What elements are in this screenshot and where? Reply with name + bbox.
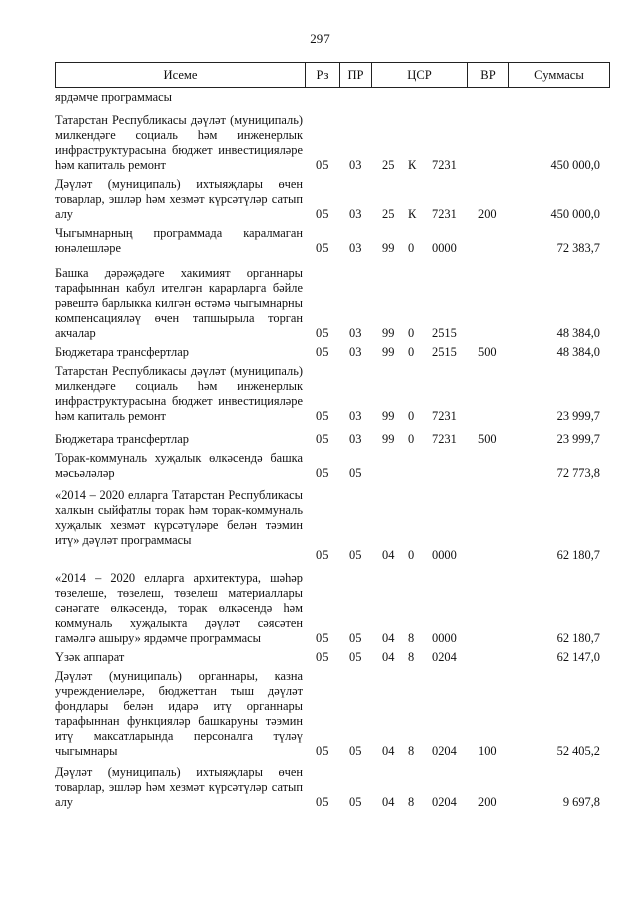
row-csr-subprogram: К: [408, 157, 417, 172]
row-sum: 72 773,8: [556, 465, 600, 480]
row-vr: 200: [478, 206, 497, 221]
row-csr-program: 04: [382, 743, 395, 758]
header-name: Исеме: [55, 62, 306, 88]
row-name: Торак-коммуналь хуҗалык өлкәсендә башка мәсьәләләр: [55, 451, 303, 480]
row-csr-program: 99: [382, 240, 395, 255]
row-csr-program: 25: [382, 206, 395, 221]
row-csr-program: 04: [382, 794, 395, 809]
header-sum: Суммасы: [509, 62, 610, 88]
row-rz: 05: [316, 743, 329, 758]
row-name: Башка дәрәҗәдәге хакимият органнары тарафыннан кабул ителгән карарларга бәйле рәвештә барлыкка килгән өстәмә чыгымнарны компенсацияләү өчен тапшырыла торган акчалар: [55, 266, 303, 340]
row-name: Дәүләт (муниципаль) ихтыяҗлары өчен товарлар, эшләр һәм хезмәт күрсәтүләр сатып алу: [55, 765, 303, 809]
row-pr: 03: [349, 157, 362, 172]
row-csr-direction: 0204: [432, 794, 457, 809]
row-rz: 05: [316, 465, 329, 480]
row-csr-subprogram: 0: [408, 325, 415, 340]
row-pr: 03: [349, 408, 362, 423]
row-sum: 62 180,7: [556, 547, 600, 562]
row-csr-subprogram: 8: [408, 630, 415, 645]
header-rz: Рз: [306, 62, 340, 88]
row-rz: 05: [316, 157, 329, 172]
row-csr-subprogram: 0: [408, 408, 415, 423]
row-csr-program: 99: [382, 432, 395, 446]
row-csr-direction: 0000: [432, 547, 457, 562]
row-sum: 23 999,7: [556, 408, 600, 423]
row-name: Дәүләт (муниципаль) ихтыяҗлары өчен товарлар, эшләр һәм хезмәт күрсәтүләр сатып алу: [55, 177, 303, 221]
row-csr-subprogram: 0: [408, 240, 415, 255]
row-pr: 05: [349, 743, 362, 758]
row-csr-direction: 2515: [432, 345, 457, 359]
row-csr-program: 04: [382, 547, 395, 562]
row-pr: 05: [349, 794, 362, 809]
row-sum: 23 999,7: [556, 432, 600, 446]
row-pr: 03: [349, 325, 362, 340]
continuation-text: ярдәмче программасы: [55, 90, 172, 104]
row-name: Татарстан Республикасы дәүләт (муниципаль) милкендәге социаль һәм инженерлык инфраструктурасына бюджет инвестицияләре һәм капиталь ремонт: [55, 113, 303, 172]
row-csr-subprogram: 0: [408, 547, 415, 562]
row-sum: 62 147,0: [556, 650, 600, 664]
row-rz: 05: [316, 345, 329, 359]
row-rz: 05: [316, 325, 329, 340]
row-name: «2014 – 2020 елларга архитектура, шәһәр төзелеше, төзелеш, төзелеш материаллары сәнәгате өлкәсендә, торак өлкәсендә һәм коммуналь хуҗалыкта дәүләт сәясәтен гамәлгә ашыру» ярдәмче программасы: [55, 571, 303, 645]
row-sum: 9 697,8: [562, 794, 600, 809]
row-csr-direction: 0000: [432, 630, 457, 645]
row-pr: 05: [349, 465, 362, 480]
row-name: Татарстан Республикасы дәүләт (муниципаль) милкендәге социаль һәм инженерлык инфраструктурасына бюджет инвестицияләре һәм капиталь ремонт: [55, 364, 303, 423]
row-csr-direction: 0000: [432, 240, 457, 255]
row-csr-program: 99: [382, 325, 395, 340]
header-vr: ВР: [468, 62, 509, 88]
row-rz: 05: [316, 432, 329, 446]
row-name: Үзәк аппарат: [55, 650, 125, 664]
row-csr-program: 25: [382, 157, 395, 172]
row-pr: 05: [349, 650, 362, 664]
row-pr: 05: [349, 547, 362, 562]
row-rz: 05: [316, 408, 329, 423]
row-pr: 05: [349, 630, 362, 645]
row-csr-program: 04: [382, 650, 395, 664]
row-rz: 05: [316, 240, 329, 255]
row-name: «2014 – 2020 елларга Татарстан Республикасы халкын сыйфатлы торак һәм торак-коммуналь хуҗалык хезмәт күрсәтүләре белән тәэмин итү» дәүләт программасы: [55, 488, 303, 547]
row-csr-subprogram: 8: [408, 794, 415, 809]
row-sum: 52 405,2: [556, 743, 600, 758]
row-pr: 03: [349, 345, 362, 359]
row-csr-subprogram: 0: [408, 345, 415, 359]
row-sum: 48 384,0: [556, 345, 600, 359]
row-csr-direction: 7231: [432, 432, 457, 446]
row-csr-direction: 7231: [432, 206, 457, 221]
row-rz: 05: [316, 630, 329, 645]
row-csr-subprogram: К: [408, 206, 417, 221]
row-pr: 03: [349, 432, 362, 446]
row-sum: 62 180,7: [556, 630, 600, 645]
header-pr: ПР: [340, 62, 372, 88]
row-rz: 05: [316, 547, 329, 562]
row-csr-program: 99: [382, 408, 395, 423]
row-sum: 450 000,0: [550, 157, 600, 172]
row-csr-direction: 0204: [432, 650, 457, 664]
page-number: 297: [310, 31, 330, 46]
row-sum: 48 384,0: [556, 325, 600, 340]
row-rz: 05: [316, 206, 329, 221]
row-name: Бюджетара трансфертлар: [55, 432, 189, 446]
row-csr-subprogram: 0: [408, 432, 415, 446]
row-rz: 05: [316, 650, 329, 664]
row-vr: 500: [478, 432, 497, 446]
row-csr-program: 99: [382, 345, 395, 359]
row-name: Бюджетара трансфертлар: [55, 345, 189, 359]
row-csr-direction: 2515: [432, 325, 457, 340]
row-name: Дәүләт (муниципаль) органнары, казна учреждениеләре, бюджеттан тыш дәүләт фондлары белән идарә итү органнары тарафыннан функцияләр башкаруны тәэмин итү максатларында персоналга түләү чыгымнары: [55, 669, 303, 758]
row-pr: 03: [349, 240, 362, 255]
row-name: Чыгымнарның программада каралмаган юнәлешләре: [55, 226, 303, 255]
row-csr-subprogram: 8: [408, 650, 415, 664]
row-pr: 03: [349, 206, 362, 221]
header-csr: ЦСР: [372, 62, 468, 88]
row-sum: 72 383,7: [556, 240, 600, 255]
row-csr-direction: 7231: [432, 408, 457, 423]
row-sum: 450 000,0: [550, 206, 600, 221]
row-vr: 100: [478, 743, 497, 758]
row-csr-subprogram: 8: [408, 743, 415, 758]
row-csr-direction: 7231: [432, 157, 457, 172]
row-vr: 500: [478, 345, 497, 359]
row-vr: 200: [478, 794, 497, 809]
row-rz: 05: [316, 794, 329, 809]
row-csr-direction: 0204: [432, 743, 457, 758]
row-csr-program: 04: [382, 630, 395, 645]
